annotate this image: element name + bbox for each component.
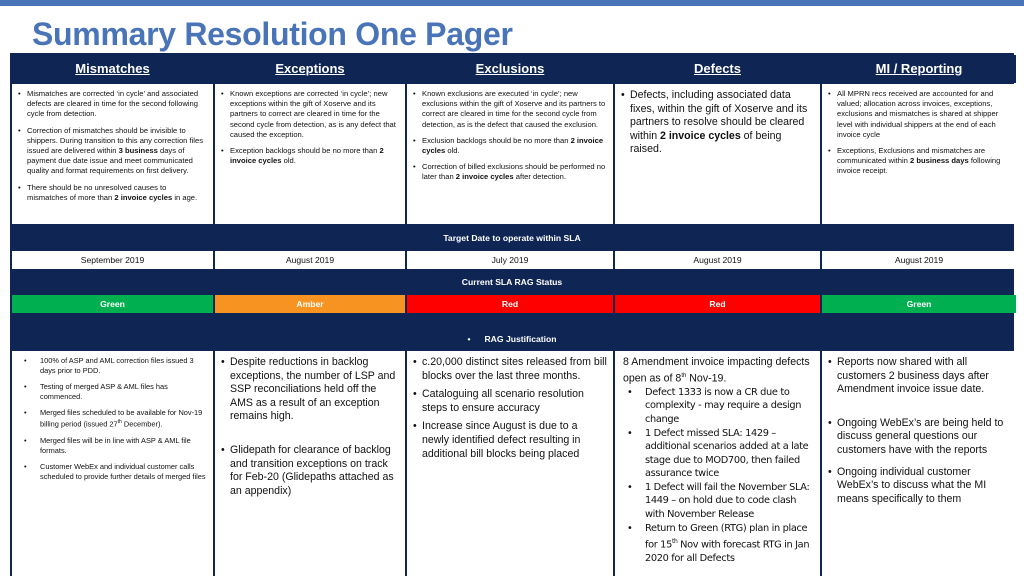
mi-just-2: • Ongoing WebEx’s are being held to discuss general questions our customers have with the reports	[828, 417, 1010, 458]
top-accent-bar	[0, 0, 1024, 6]
defects-just-3: • 1 Defect will fail the November SLA: 1449 – on hold due to code clash with November Release	[623, 481, 814, 522]
rag-exceptions: Amber	[215, 295, 405, 313]
exceptions-just-1: • Despite reductions in backlog exceptions, the number of LSP and SSP reconciliations held off the AMS as a result of an exception remains high.	[221, 356, 399, 424]
header-exceptions: Exceptions	[215, 55, 405, 83]
target-date-row	[12, 251, 1012, 269]
exceptions-def-1: • Known exceptions are corrected ‘in cycle’; new exceptions within the gift of Xoserve and its partners to correct are cleared in time for the second cycle from detection, as is any defect that caused the exception.	[221, 89, 399, 140]
defects-justification	[615, 351, 820, 576]
rag-exclusions: Red	[407, 295, 613, 313]
header-defects: Defects	[615, 55, 820, 83]
exclusions-def-1: • Known exclusions are executed ‘in cycle’; new exclusions within the gift of Xoserve and its partners to correct are cleared in time for the second cycle from detection, as is the defect that caused the exclusion.	[413, 89, 607, 130]
mi-definition	[822, 84, 1016, 224]
mi-def-1: • All MPRN recs received are accounted for and valued; allocation across invoices, exceptions, exclusions and mismatches is shared at shipper level with individual shippers at the end of each invoice cycle	[828, 89, 1010, 140]
rag-defects: Red	[615, 295, 820, 313]
rag-status-label: Current SLA RAG Status	[12, 273, 1012, 291]
defects-definition	[615, 84, 820, 224]
header-mi-reporting: MI / Reporting	[822, 55, 1016, 83]
exclusions-just-2: • Cataloguing all scenario resolution steps to ensure accuracy	[413, 388, 607, 415]
rag-mi: Green	[822, 295, 1016, 313]
mismatches-justification	[12, 351, 213, 576]
justification-row	[12, 351, 1012, 576]
target-exclusions: July 2019	[407, 251, 613, 269]
mismatches-just-5: • Customer WebEx and individual customer calls scheduled to provide further details of merged files	[18, 462, 207, 481]
exclusions-just-1: • c.20,000 distinct sites released from bill blocks over the last three months.	[413, 356, 607, 383]
page-title: Summary Resolution One Pager	[32, 16, 513, 52]
mi-justification	[822, 351, 1016, 576]
column-headers	[12, 55, 1012, 83]
mi-just-3: • Ongoing individual customer WebEx’s to discuss what the MI means specifically to them	[828, 466, 1010, 507]
exclusions-just-3: • Increase since August is due to a newly identified defect resulting in additional bill blocks being placed	[413, 420, 607, 461]
justification-bullet: •	[467, 334, 471, 344]
target-defects: August 2019	[615, 251, 820, 269]
defects-just-1: • Defect 1333 is now a CR due to complexity - may require a design change	[623, 386, 814, 427]
mismatches-def-2: • Correction of mismatches should be invisible to shippers. During transition to this any correction files issued are delivered within 3 business days of payment due date issue and meet communicated quality and format requirements on first delivery.	[18, 126, 207, 177]
exceptions-definition	[215, 84, 405, 224]
defects-just-intro: 8 Amendment invoice impacting defects open as of 8th Nov-19.	[623, 356, 810, 385]
target-mismatches: September 2019	[12, 251, 213, 269]
header-mismatches: Mismatches	[12, 55, 213, 83]
target-mi: August 2019	[822, 251, 1016, 269]
exclusions-def-3: • Correction of billed exclusions should be performed no later than 2 invoice cycles after detection.	[413, 162, 607, 182]
rag-justification-label: • RAG Justification	[12, 330, 1012, 348]
target-date-label: Target Date to operate within SLA	[12, 229, 1012, 247]
rag-status-row	[12, 295, 1012, 313]
mismatches-just-1: • 100% of ASP and AML correction files issued 3 days prior to PDD.	[18, 356, 207, 375]
mismatches-just-3: • Merged files scheduled to be available for Nov-19 billing period (issued 27th December).	[18, 408, 207, 429]
mismatches-def-1: • Mismatches are corrected ‘in cycle’ and associated defects are cleared in time for the second following cycle from detection.	[18, 89, 207, 120]
defects-def-1: • Defects, including associated data fixes, within the gift of Xoserve and its partners to resolve should be cleared within 2 invoice cycles of being raised.	[621, 89, 814, 157]
exclusions-justification	[407, 351, 613, 576]
exclusions-definition	[407, 84, 613, 224]
rag-mismatches: Green	[12, 295, 213, 313]
mi-just-1: • Reports now shared with all customers 2 business days after Amendment invoice issue date.	[828, 356, 1010, 397]
exclusions-def-2: • Exclusion backlogs should be no more than 2 invoice cycles old.	[413, 136, 607, 156]
header-exclusions: Exclusions	[407, 55, 613, 83]
mismatches-definition	[12, 84, 213, 224]
target-exceptions: August 2019	[215, 251, 405, 269]
defects-just-2: • 1 Defect missed SLA: 1429 – additional scenarios added at a late stage due to MOD700, then failed assurance twice	[623, 427, 814, 481]
exceptions-justification	[215, 351, 405, 576]
defects-just-4: • Return to Green (RTG) plan in place for 15th Nov with forecast RTG in Jan 2020 for all Defects	[623, 522, 814, 566]
exceptions-def-2: • Exception backlogs should be no more than 2 invoice cycles old.	[221, 146, 399, 166]
mismatches-just-4: • Merged files will be in line with ASP & AML file formats.	[18, 436, 207, 455]
mismatches-def-3: • There should be no unresolved causes to mismatches of more than 2 invoice cycles in age.	[18, 183, 207, 203]
mi-def-2: • Exceptions, Exclusions and mismatches are communicated within 2 business days following invoice receipt.	[828, 146, 1010, 177]
exceptions-just-2: • Glidepath for clearance of backlog and transition exceptions on track for Feb-20 (Glidepaths attached as an appendix)	[221, 444, 399, 498]
resolution-row	[12, 84, 1012, 224]
mismatches-just-2: • Testing of merged ASP & AML files has commenced.	[18, 382, 207, 401]
